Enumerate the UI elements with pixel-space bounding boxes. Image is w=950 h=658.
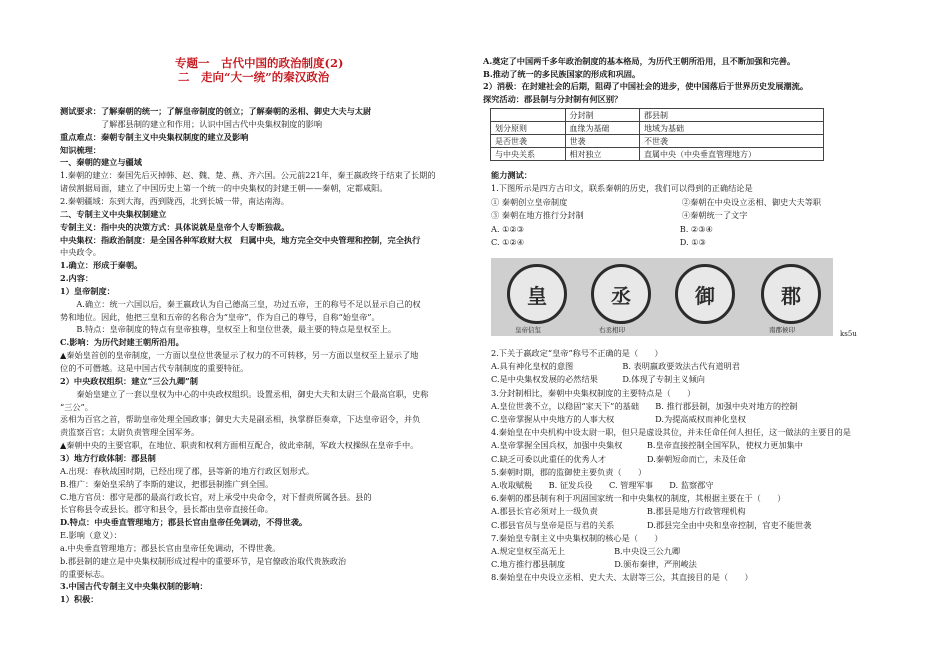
table-cell: 不世袭 [640, 135, 824, 148]
seal-1-image: 皇 [507, 264, 567, 324]
text-line: 势和地位。因此，他把三皇和五帝的名称合为“皇帝”，作为自己的尊号，自称“始皇帝”。 [60, 311, 380, 322]
seal-2-image: 丞 [591, 264, 651, 324]
comparison-table [490, 108, 824, 161]
table-cell: 血缘为基础 [565, 122, 640, 135]
seal-3-image: 御 [675, 264, 735, 324]
text-line: 3.中国古代专制主义中央集权制的影响： [60, 581, 208, 592]
text-line: B.特点：皇帝制度的特点有皇帝独尊，皇权至上和皇位世袭，最主要的特点是皇权至上。 [60, 324, 397, 335]
table-header-junxian: 郡县制 [640, 109, 824, 122]
text-line: 6.秦朝的郡县制有利于巩固国家统一和中央集权的制度，其根据主要在于（ ） [491, 493, 786, 504]
table-header-fengfeng: 分封制 [565, 109, 640, 122]
text-line: ▲秦始皇首创的皇帝制度，一方面以皇位世袭显示了权力的不可转移，另一方面以皇权至上显示了地 [60, 350, 419, 361]
seal-4-caption: 南郡候印 [769, 326, 795, 334]
text-line: C.是中央集权发展的必然结果 D.体现了专制主义倾向 [491, 374, 705, 385]
text-line: C. ①②④ D. ①③ [491, 237, 706, 247]
text-line: C.地方推行郡县制度 D.颁布秦律，严刑峻法 [491, 559, 697, 570]
text-line: 诸侯割据局面，建立了中国历史上第一个统一的中央集权的封建王朝——秦朝，定都咸阳。 [60, 183, 388, 194]
text-line: 探究活动：郡县制与分封制有何区别？ [483, 93, 623, 104]
text-line: ① 秦朝创立皇帝制度 ②秦朝在中央设立丞相、御史大夫等职 [491, 196, 822, 207]
text-line: 重点难点：秦朝专制主义中央集权制度的建立及影响 [60, 131, 249, 142]
text-line: 丞相为百官之首，帮助皇帝处理全国政事；御史大夫是副丞相，执掌群臣奏章，下达皇帝诏令，并负 [60, 414, 421, 425]
text-line: A.出现：春秋战国时期，已经出现了郡，县等新的地方行政区划形式。 [60, 465, 315, 476]
text-line: 2）消极：在封建社会的后期，阻碍了中国社会的进步，使中国落后于世界历史发展潮流。 [483, 81, 809, 92]
text-line: E.影响（意义）： [60, 530, 122, 541]
text-line: a.中央垂直管理地方；郡县长官由皇帝任免调动，不得世袭。 [60, 542, 281, 553]
text-line: 专制主义：指中央的决策方式：具体说就是皇帝个人专断独裁。 [60, 221, 290, 232]
watermark-text: ks5u [840, 330, 857, 338]
text-line: 4.秦始皇在中央机构中设太尉一职，但只是虚设其位，并未任命任何人担任，这一做法的主要目的是 [491, 427, 851, 438]
text-line: 1.下图所示是四方古印文，联系秦朝的历史，我们可以得到的正确结论是 [491, 183, 753, 194]
text-line: C.地方官员：郡守是郡的最高行政长官，对上承受中央命令，对下督责所属各县。县的 [60, 491, 372, 502]
seal-1-caption: 皇帝信玺 [515, 326, 541, 334]
text-line: 一、秦朝的建立与疆域 [60, 157, 142, 168]
text-line: 的重要标志。 [60, 568, 110, 579]
text-line: 责监察百官；太尉负责管理全国军务。 [60, 427, 200, 438]
text-line: ▲秦朝中央的主要官职，在地位、职责和权利方面相互配合，彼此牵制，军政大权操纵在皇帝手中。 [60, 440, 419, 451]
table-row [491, 135, 824, 148]
text-line: A. ①②③ B. ②③④ [491, 223, 713, 234]
seal-4-image: 郡 [761, 264, 821, 324]
text-line: A.确立：统一六国以后，秦王嬴政认为自己德高三皇，功过五帝，王的称号不足以显示自己的权 [60, 298, 421, 309]
text-line: 测试要求：了解秦朝的统一；了解皇帝制度的创立；了解秦朝的丞相、御史大夫与太尉 [60, 106, 372, 116]
text-line: 1）积极： [60, 594, 99, 605]
text-line: 中央集权：指政治制度：是全国各种军政财大权 归属中央，地方完全交中央管理和控制，完全执行 [60, 234, 421, 245]
text-line: C.缺乏可委以此重任的优秀人才 D.秦朝短命而亡，未及任命 [491, 453, 746, 464]
text-line: b.郡县制的建立是中央集权制形成过程中的重要环节，是官僚政治取代贵族政治 [60, 555, 347, 566]
table-cell: 与中央关系 [491, 148, 566, 161]
text-line: 8.秦始皇在中央设立丞相、史大夫、太尉等三公，其直接目的是（ ） [491, 572, 753, 583]
text-line: B.推广：秦始皇采纳了李斯的建议，把郡县制推广到全国。 [60, 478, 274, 489]
title-lesson: 二 走向“大一统”的秦汉政治 [178, 70, 330, 84]
text-line: C.皇帝掌握从中央地方的人事大权 D.为提高威权而神化皇权 [491, 414, 746, 424]
text-line: C.影响：为历代封建王朝所沿用。 [60, 337, 184, 348]
title-topic: 专题一 古代中国的政治制度(2) [175, 56, 344, 70]
table-cell: 世袭 [565, 135, 640, 148]
table-row [491, 122, 824, 135]
text-line: C.郡县官员与皇帝是臣与君的关系 D.郡县完全由中央和皇帝控制，官吏不能世袭 [491, 519, 812, 530]
text-line: “三公”。 [60, 401, 93, 412]
text-line: 7.秦始皇专制主义中央集权制的核心是（ ） [491, 532, 663, 543]
text-line: B.推动了统一的多民族国家的形成和巩固。 [483, 68, 641, 79]
text-line: 2.下关于嬴政定“皇帝”称号不正确的是（ ） [491, 348, 663, 358]
text-line: 知识梳理： [60, 144, 101, 155]
text-line: 中央政令。 [60, 247, 101, 258]
text-line: 1）皇帝制度： [60, 285, 115, 296]
table-header-blank [491, 109, 566, 122]
text-line: A.奠定了中国两千多年政治制度的基本格局，为历代王朝所沿用，且不断加强和完善。 [483, 56, 796, 66]
table-cell: 地域为基础 [640, 122, 824, 135]
text-line: 长官称县令或县长。郡守和县令，县长都由皇帝直接任命。 [60, 504, 273, 515]
table-row [491, 148, 824, 161]
text-line: A.皇帝掌握全国兵权，加强中央集权 B.皇帝直接控制全国军队，使权力更加集中 [491, 440, 803, 451]
text-line: 3）地方行政体制：郡县制 [60, 452, 156, 463]
text-line: D.特点：中央垂直管理地方；郡县长官由皇帝任免调动，不得世袭。 [60, 517, 308, 528]
text-line: A.具有神化皇权的意图 B. 表明嬴政要效法古代有道明君 [491, 361, 740, 372]
text-line: A.收取赋税 B. 征发兵役 C. 管理军事 D. 监察郡守 [491, 480, 714, 490]
seal-2-caption: 右丞相印 [599, 326, 625, 334]
table-cell: 是否世袭 [491, 135, 566, 148]
table-cell: 相对独立 [565, 148, 640, 161]
table-cell: 直属中央（中央垂直管理地方） [640, 148, 824, 161]
text-line: 秦始皇建立了一套以皇权为中心的中央政权组织。设置丞相，御史大夫和太尉三个最高官职，史称 [60, 388, 429, 399]
text-line: 1.秦朝的建立：秦国先后灭掉韩、赵、魏、楚、燕、齐六国。公元前221年，秦王嬴政终于结束了长期的 [60, 170, 436, 181]
text-line: 2.秦朝疆域：东到大海，西到陇西，北到长城一带，南达南海。 [60, 195, 289, 206]
text-line: 5.秦朝时期，郡的监御使主要负责（ ） [491, 466, 647, 477]
text-line: 1.确立：形成于秦朝。 [60, 260, 143, 271]
text-line: 二、专制主义中央集权制建立 [60, 208, 167, 219]
text-line: A.皇位世袭不立，以稳固“家天下”的基础 B. 推行郡县制，加强中央对地方的控制 [491, 400, 798, 411]
text-line: 位的不可僭越。这是中国古代专制制度的重要特征。 [60, 363, 249, 373]
text-line: 能力测试： [491, 170, 532, 180]
text-line: ③ 秦朝在地方推行分封制 ④秦朝统一了文字 [491, 210, 748, 221]
text-line: 2.内容： [60, 273, 94, 284]
table-cell: 划分原则 [491, 122, 566, 135]
text-line: A.郡县长官必须对上一级负责 B.郡县是地方行政管理机构 [491, 506, 746, 517]
text-line: 3.分封制相比，秦朝中央集权制度的主要特点是（ ） [491, 387, 696, 398]
text-line: 了解郡县制的建立和作用；认识中国古代中央集权制度的影响 [60, 118, 323, 129]
text-line: A.规定皇权至高无上 B.中央设三公九卿 [491, 546, 681, 556]
text-line: 2）中央政权组织：建立“三公九卿”制 [60, 375, 198, 386]
seal-images [491, 258, 833, 336]
